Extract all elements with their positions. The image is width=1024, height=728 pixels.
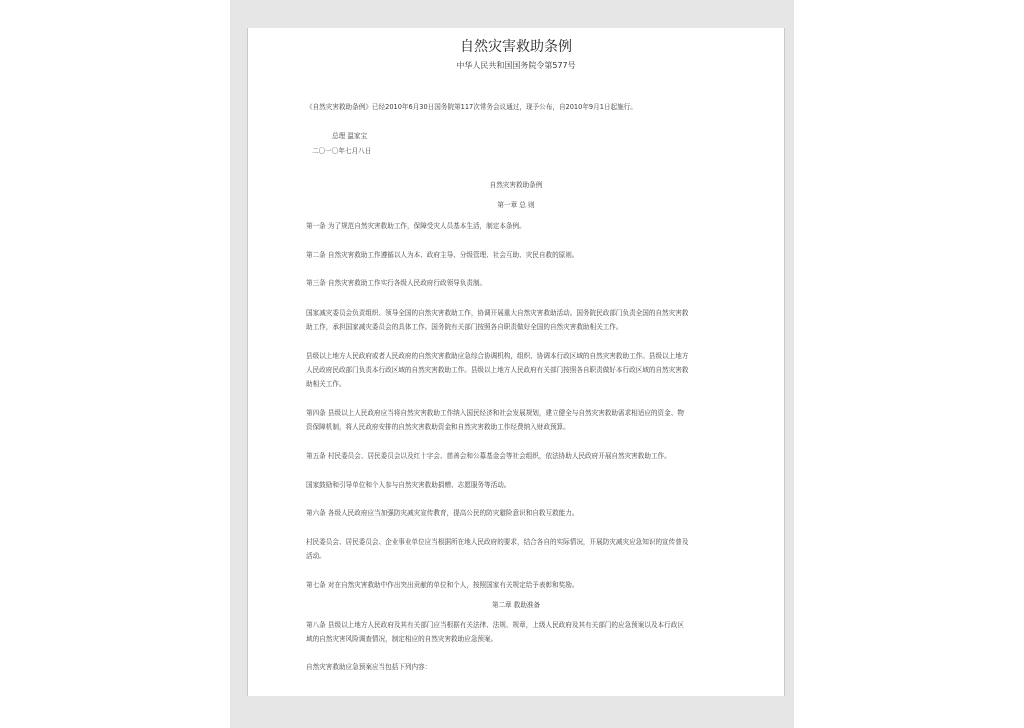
paragraph-line: 活动。 bbox=[306, 552, 326, 560]
article-8-line: 域的自然灾害风险调查情况，制定相应的自然灾害救助应急预案。 bbox=[306, 635, 498, 643]
paragraph-line: 村民委员会、居民委员会、企业事业单位应当根据所在地人民政府的要求，结合各自的实际情况，开展防灾减灾应急知识的宣传普及 bbox=[306, 538, 689, 546]
article-7: 第七条 对在自然灾害救助中作出突出贡献的单位和个人，按照国家有关规定给予表彰和奖励。 bbox=[306, 581, 579, 589]
document-title: 自然灾害救助条例 bbox=[460, 39, 572, 55]
article-4-line: 资保障机制，将人民政府安排的自然灾害救助资金和自然灾害救助工作经费纳入财政预算。 bbox=[306, 423, 570, 431]
document-subtitle: 中华人民共和国国务院令第577号 bbox=[456, 61, 576, 70]
paragraph-line: 县级以上地方人民政府或者人民政府的自然灾害救助应急综合协调机构，组织、协调本行政区域的自然灾害救助工作。县级以上地方 bbox=[306, 352, 689, 360]
intro-paragraph: 《自然灾害救助条例》已经2010年6月30日国务院第117次常务会议通过，现予公布，自2010年9月1日起施行。 bbox=[306, 103, 637, 111]
signature-date: 二〇一〇年七月八日 bbox=[312, 147, 372, 155]
paragraph-line: 助相关工作。 bbox=[306, 380, 346, 388]
paragraph-line: 人民政府民政部门负责本行政区域的自然灾害救助工作。县级以上地方人民政府有关部门按照各自职责做好本行政区域的自然灾害救 bbox=[306, 366, 689, 374]
body-title: 自然灾害救助条例 bbox=[489, 181, 543, 189]
article-4-line: 第四条 县级以上人民政府应当将自然灾害救助工作纳入国民经济和社会发展规划，建立健全与自然灾害救助需求相适应的资金、物 bbox=[306, 409, 684, 417]
article-8-line: 第八条 县级以上地方人民政府及其有关部门应当根据有关法律、法规、规章，上级人民政府及其有关部门的应急预案以及本行政区 bbox=[306, 621, 684, 629]
article-1: 第一条 为了规范自然灾害救助工作，保障受灾人员基本生活，制定本条例。 bbox=[306, 222, 526, 230]
paragraph-line: 国家鼓励和引导单位和个人参与自然灾害救助捐赠、志愿服务等活动。 bbox=[306, 481, 511, 489]
article-3: 第三条 自然灾害救助工作实行各级人民政府行政领导负责制。 bbox=[306, 279, 487, 287]
signature: 总理 温家宝 bbox=[332, 132, 368, 140]
article-2: 第二条 自然灾害救助工作遵循以人为本、政府主导、分级管理、社会互助、灾民自救的原则。 bbox=[306, 251, 579, 259]
chapter-heading: 第二章 救助准备 bbox=[491, 601, 541, 609]
article-5: 第五条 村民委员会、居民委员会以及红十字会、慈善会和公募基金会等社会组织，依法协助人民政府开展自然灾害救助工作。 bbox=[306, 452, 671, 460]
document-page bbox=[247, 28, 785, 696]
paragraph-line: 国家减灾委员会负责组织、领导全国的自然灾害救助工作，协调开展重大自然灾害救助活动。国务院民政部门负责全国的自然灾害救 bbox=[306, 309, 689, 317]
article-6: 第六条 各级人民政府应当加强防灾减灾宣传教育，提高公民的防灾避险意识和自救互救能力。 bbox=[306, 509, 579, 517]
paragraph-line: 助工作，承担国家减灾委员会的具体工作。国务院有关部门按照各自职责做好全国的自然灾害救助相关工作。 bbox=[306, 323, 623, 331]
paragraph-line: 自然灾害救助应急预案应当包括下列内容： bbox=[306, 663, 432, 671]
chapter-heading: 第一章 总 则 bbox=[497, 201, 535, 209]
